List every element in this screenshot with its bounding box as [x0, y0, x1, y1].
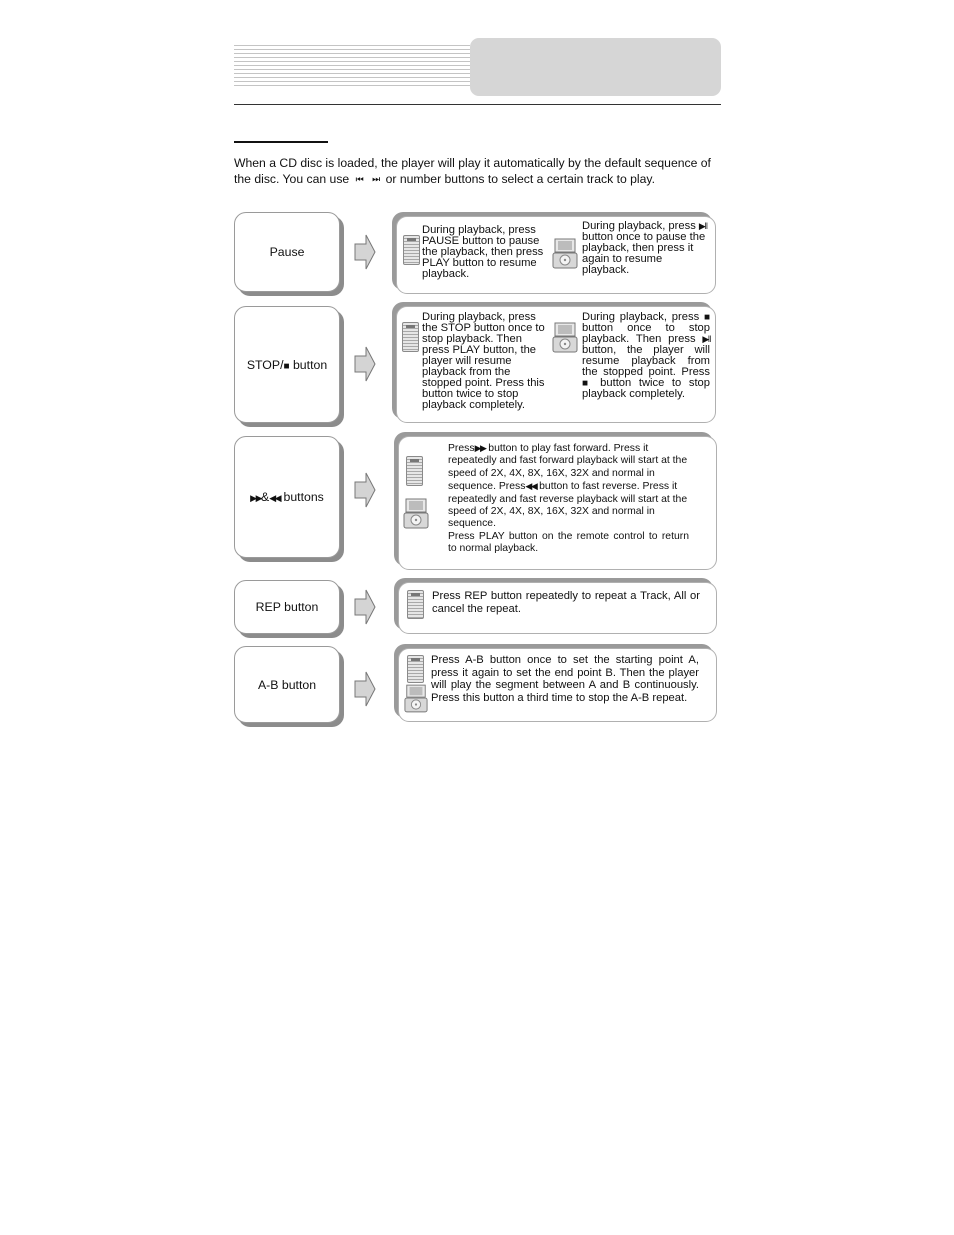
- play-pause-icon: ▶‖: [702, 334, 710, 344]
- pause-player-text-1: During playback, press: [582, 220, 696, 232]
- remote-control-icon: [407, 590, 424, 619]
- previous-track-icon: ⏮: [355, 174, 363, 184]
- intro-text-1: When a CD disc is loaded, the player will play it automatically by the default sequence of the disc. You can use: [234, 156, 711, 186]
- ab-label: A-B button: [257, 677, 317, 692]
- rep-label-box: [234, 580, 340, 634]
- scan-label-box: [234, 436, 340, 558]
- arrow-right-icon: [354, 589, 376, 625]
- stop-player-text: [582, 312, 710, 400]
- portable-player-icon: [552, 322, 578, 353]
- scan-label: [250, 490, 324, 504]
- scan-text-1: Press: [448, 443, 475, 454]
- stop-label-box: [234, 306, 340, 423]
- pause-remote-text: During playback, press PAUSE button to pause the playback, then press PLAY button to resume playback.: [422, 224, 544, 280]
- fast-forward-icon: ▶▶: [474, 443, 486, 453]
- next-track-icon: ⏭: [372, 174, 380, 184]
- arrow-right-icon: [354, 346, 376, 382]
- pause-player-text: [582, 221, 712, 276]
- fast-reverse-icon: ◀◀: [525, 481, 537, 492]
- header-tab: [470, 38, 721, 96]
- remote-control-icon: [407, 655, 424, 683]
- arrow-right-icon: [354, 234, 376, 270]
- remote-control-icon: [403, 235, 420, 265]
- scan-text-4: Press PLAY button on the remote control to return to normal playback.: [448, 530, 689, 555]
- intro-text-2: or number buttons to select a certain track to play.: [385, 172, 655, 186]
- scan-label-suffix: buttons: [283, 490, 324, 504]
- stop-label-text: STOP/: [246, 357, 284, 372]
- stop-icon: ■: [703, 312, 711, 323]
- fast-reverse-icon: ◀◀: [269, 493, 281, 503]
- stop-label-suffix: button: [292, 357, 328, 372]
- pause-label-box: [234, 212, 340, 292]
- intro-paragraph: [234, 155, 724, 187]
- stop-player-text-1: During playback, press: [582, 311, 700, 323]
- play-pause-icon: ▶‖: [698, 221, 707, 231]
- stop-icon: ■: [283, 360, 290, 372]
- header-lines: [234, 45, 470, 89]
- stop-label: [247, 358, 327, 372]
- stop-player-text-4: button twice to stop playback completely.: [582, 377, 710, 400]
- pause-label: Pause: [269, 245, 305, 259]
- portable-player-icon: [552, 238, 578, 269]
- stop-player-text-3: button, the player will resume playback from the stopped point. Press: [582, 344, 710, 378]
- fast-forward-icon: ▶▶: [250, 493, 262, 503]
- scan-text-3: button to fast reverse. Press it repeatedly and fast reverse playback will start at the speed of 2X, 4X, 8X, 16X, 32X and normal in sequence.: [448, 481, 688, 530]
- remote-control-icon: [402, 322, 419, 352]
- section-title-underline: [234, 141, 328, 143]
- portable-player-icon: [403, 498, 429, 529]
- rep-label: REP button: [255, 600, 319, 614]
- scan-text-2: button to play fast forward. Press it repeatedly and fast forward playback will start at the speed of 2X, 4X, 8X, 16X, 32X and normal in sequence. Press: [448, 443, 688, 493]
- scan-label-amp: &: [261, 490, 270, 504]
- stop-icon: ■: [582, 378, 593, 389]
- ab-description-text: Press A-B button once to set the starting point A, press it again to set the end point B. Then the player will play the segment between A and B continuously. Press this button a third time to stop the A-B repeat.: [431, 654, 699, 704]
- pause-player-text-2: button once to pause the playback, then press it again to resume playback.: [582, 231, 706, 276]
- header-rule: [234, 104, 721, 105]
- ab-label-box: [234, 646, 340, 723]
- remote-control-icon: [406, 456, 423, 486]
- stop-remote-text: During playback, press the STOP button once to stop playback. Then press PLAY button, the player will resume playback from the stopped point. Press this button twice to stop playback completely.: [422, 311, 545, 411]
- stop-player-text-2: button once to stop playback. Then press: [582, 322, 710, 345]
- portable-player-icon: [404, 684, 428, 713]
- arrow-right-icon: [354, 472, 376, 508]
- scan-description-text: [448, 442, 689, 556]
- rep-description-text: Press REP button repeatedly to repeat a Track, All or cancel the repeat.: [432, 590, 700, 615]
- arrow-right-icon: [354, 671, 376, 707]
